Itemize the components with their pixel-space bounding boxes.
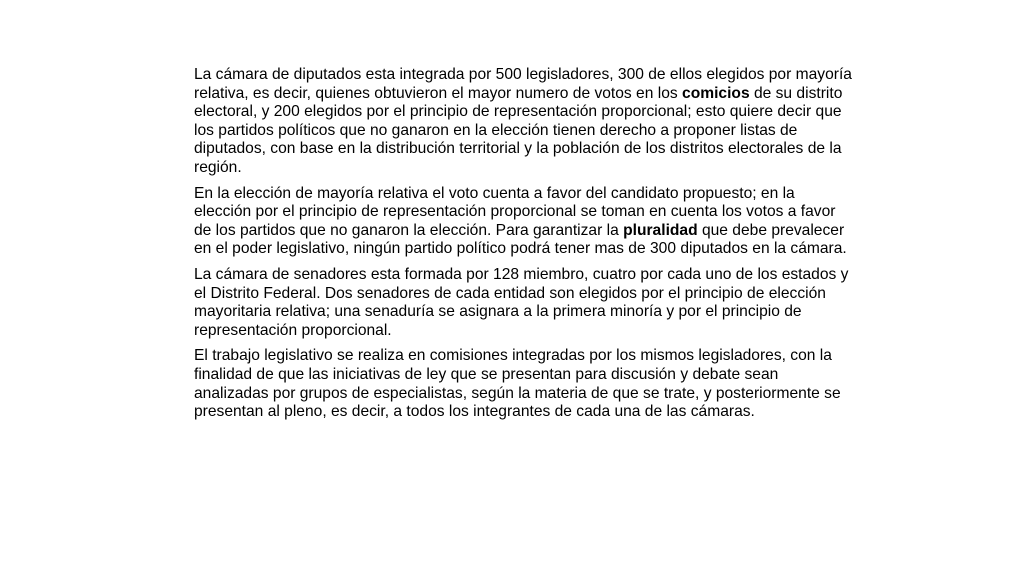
paragraph-diputados bbox=[194, 66, 854, 178]
paragraph-trabajo-legislativo: El trabajo legislativo se realiza en comisiones integradas por los mismos legisladores, con la finalidad de que las iniciativas de ley que se presentan para discusión y debate sean analizadas por grupos de especialistas, según la materia de que se trate, y posteriormente se presentan al pleno, es decir, a todos los integrantes de cada una de las cámaras. bbox=[194, 347, 841, 421]
paragraph-text: La cámara de diputados esta integrada por 500 legisladores, 300 de ellos elegidos por mayoría relativa, es decir, quienes obtuvieron el mayor numero de votos en los bbox=[194, 66, 852, 102]
paragraph-eleccion bbox=[194, 185, 854, 259]
body-text bbox=[194, 66, 854, 429]
paragraph-text: de su distrito electoral, y 200 elegidos por el principio de representación proporcional; esto quiere decir que los partidos políticos que no ganaron en la elección tienen derecho a proponer listas de diputados, con base en la distribución territorial y la población de los distritos electorales de la región. bbox=[194, 84, 843, 176]
paragraph-text: que debe prevalecer en el poder legislativo, ningún partido político podrá tener mas de 300 diputados en la cámara. bbox=[194, 221, 847, 258]
paragraph-text: En la elección de mayoría relativa el voto cuenta a favor del candidato propuesto; en la elección por el principio de representación proporcional se toman en cuenta los votos a favor de los partidos que no ganaron la elección. Para garantizar la bbox=[194, 184, 836, 239]
term-pluralidad: pluralidad bbox=[623, 221, 698, 239]
term-comicios: comicios bbox=[682, 84, 750, 102]
paragraph-senadores: La cámara de senadores esta formada por 128 miembro, cuatro por cada uno de los estados y el Distrito Federal. Dos senadores de cada entidad son elegidos por el principio de elección mayoritaria relativa; una senaduría se asignara a la primera minoría y por el principio de representación proporcional. bbox=[194, 265, 849, 339]
